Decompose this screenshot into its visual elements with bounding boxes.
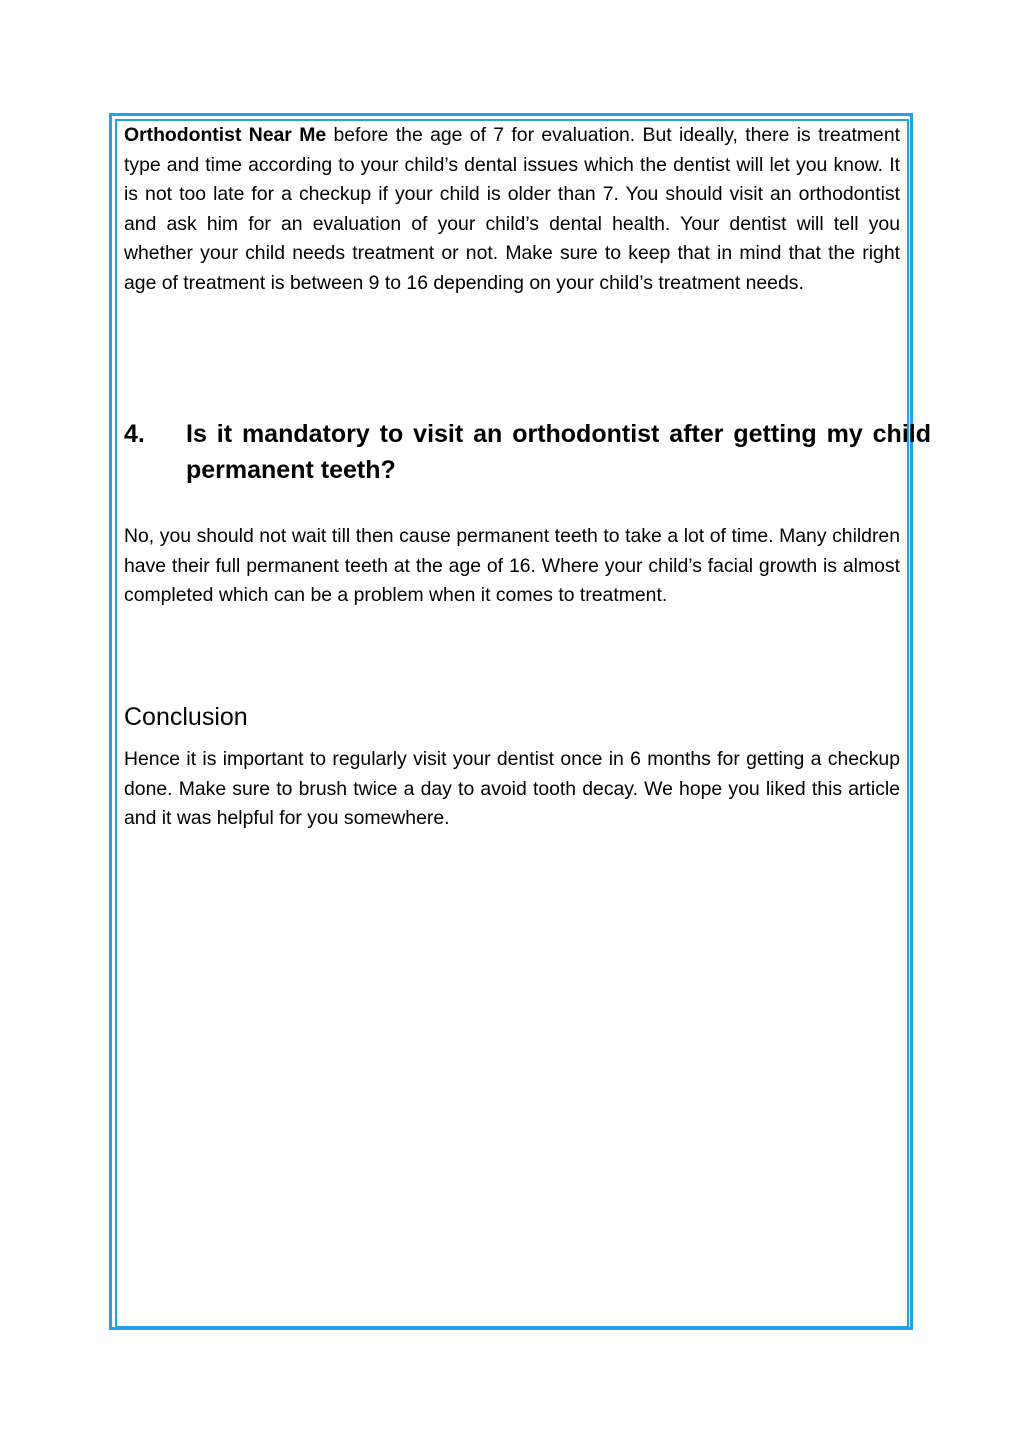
intro-bold-link-text: Orthodontist Near Me — [124, 124, 327, 146]
conclusion-section — [124, 745, 900, 834]
question-number: 4. — [124, 420, 145, 448]
intro-section — [124, 121, 900, 299]
conclusion-title: Conclusion — [124, 703, 248, 731]
question-heading — [124, 416, 931, 488]
intro-paragraph — [124, 121, 900, 299]
question-text: Is it mandatory to visit an orthodontist after getting my child permanent teeth? — [186, 420, 931, 484]
intro-text: before the age of 7 for evaluation. But ideally, there is treatment type and time according to your child’s dental issues which the dentist will let you know. It is not too late for a checkup if your child is older than 7. You should visit an orthodontist and ask him for an evaluation of your child’s dental health. Your dentist will tell you whether your child needs treatment or not. Make sure to keep that in mind that the right age of treatment is between 9 to 16 depending on your child’s treatment needs. — [124, 124, 900, 294]
answer-paragraph: No, you should not wait till then cause permanent teeth to take a lot of time. Many children have their full permanent teeth at the age of 16. Where your child’s facial growth is almost completed which can be a problem when it comes to treatment. — [124, 525, 900, 607]
conclusion-paragraph: Hence it is important to regularly visit your dentist once in 6 months for getting a checkup done. Make sure to brush twice a day to avoid tooth decay. We hope you liked this article and it was helpful for you somewhere. — [124, 748, 900, 830]
answer-section — [124, 522, 900, 611]
